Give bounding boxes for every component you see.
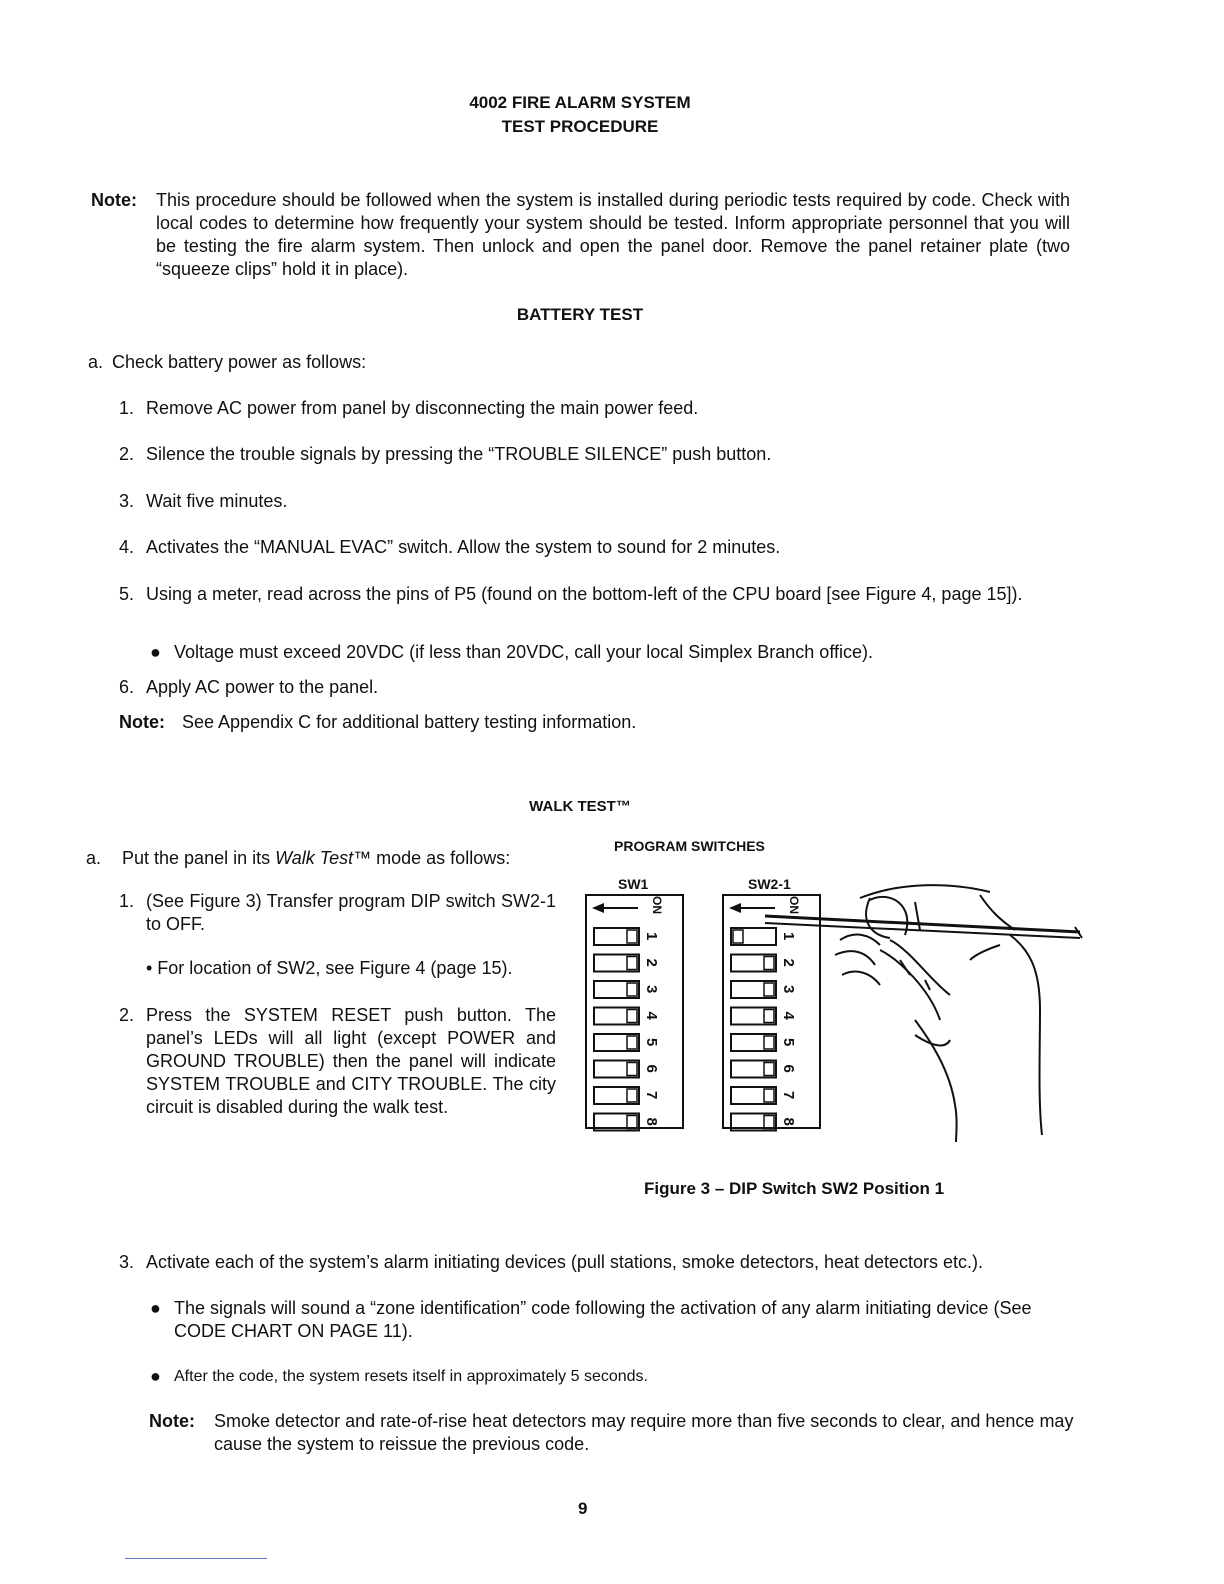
sw1-label: SW1 xyxy=(618,876,649,892)
walk-test-heading: WALK TEST™ xyxy=(529,798,631,815)
sw1-switches xyxy=(594,928,660,1131)
title-line-2: TEST PROCEDURE xyxy=(501,117,659,136)
sw2-switch-2-number: 2 xyxy=(780,958,797,967)
sw2-switch-1-actuator xyxy=(733,930,743,943)
sw1-switch-3-number: 3 xyxy=(643,985,660,994)
walk-step-1-text: (See Figure 3) Transfer program DIP switch SW2-1 to OFF. xyxy=(146,891,556,934)
sw1-switch-5-actuator xyxy=(627,1036,637,1049)
battery-step-2-num: 2. xyxy=(119,444,135,464)
walk-bullet-1-text: The signals will sound a “zone identification” code following the activation of any alarm initiating device (See CODE CHART ON PAGE 11). xyxy=(174,1298,1032,1341)
sw1-switch-2-number: 2 xyxy=(643,958,660,967)
sw2-on-text: ON xyxy=(787,896,801,914)
walk-note-text: Smoke detector and rate-of-rise heat detectors may require more than five seconds to clear, and hence may cause the system to reissue the previous code. xyxy=(214,1411,1074,1454)
walk-step-a-post: mode as follows: xyxy=(371,848,511,868)
sw1-switch-7-number: 7 xyxy=(643,1091,660,1100)
walk-step-1-sub: • For location of SW2, see Figure 4 (page 15). xyxy=(146,958,513,978)
walk-bullet-2-text: After the code, the system resets itself in approximately 5 seconds. xyxy=(174,1368,648,1385)
sw1-switch-3-actuator xyxy=(627,983,637,996)
sw2-switch-2-actuator xyxy=(764,957,774,970)
sw2-switch-8-number: 8 xyxy=(780,1117,797,1126)
sw2-switch-1-number: 1 xyxy=(780,932,797,941)
battery-note-text: See Appendix C for additional battery testing information. xyxy=(182,712,637,732)
figure-heading: PROGRAM SWITCHES xyxy=(614,838,765,854)
walk-step-a-pre: Put the panel in its xyxy=(122,848,276,868)
battery-note-label: Note: xyxy=(119,712,165,732)
battery-step-6-num: 6. xyxy=(119,677,135,697)
walk-test-mode-name: Walk Test™ xyxy=(275,848,372,868)
battery-step-1-num: 1. xyxy=(119,398,135,418)
page-number: 9 xyxy=(578,1499,588,1518)
walk-step-3-num: 3. xyxy=(119,1252,135,1272)
walk-bullet-1-dot: ● xyxy=(150,1298,161,1318)
sw2-switch-5-number: 5 xyxy=(780,1038,797,1047)
intro-note-label: Note: xyxy=(91,190,137,210)
battery-step-a-marker: a. xyxy=(88,352,104,372)
hand-pencil-illustration xyxy=(765,885,1082,1142)
dip-switch-figure xyxy=(570,880,1090,1150)
sw1-switch-8-actuator xyxy=(627,1116,637,1129)
sw1-switch-4-actuator xyxy=(627,1010,637,1023)
battery-step-2-text: Silence the trouble signals by pressing the “TROUBLE SILENCE” push button. xyxy=(146,444,772,464)
battery-step-1-text: Remove AC power from panel by disconnecting the main power feed. xyxy=(146,398,699,418)
battery-bullet-dot: ● xyxy=(150,642,161,662)
battery-bullet-text: Voltage must exceed 20VDC (if less than 20VDC, call your local Simplex Branch office). xyxy=(174,642,873,662)
walk-note-label: Note: xyxy=(149,1411,195,1431)
battery-step-3-text: Wait five minutes. xyxy=(146,491,288,511)
battery-step-5-text: Using a meter, read across the pins of P5 (found on the bottom-left of the CPU board [see Figure 4, page 15]). xyxy=(146,584,1023,604)
sw2-switch-8-actuator xyxy=(764,1116,774,1129)
battery-step-4-text: Activates the “MANUAL EVAC” switch. Allow the system to sound for 2 minutes. xyxy=(146,537,781,557)
sw1-switch-1-number: 1 xyxy=(643,932,660,941)
sw1-switch-7-actuator xyxy=(627,1089,637,1102)
sw2-switch-7-actuator xyxy=(764,1089,774,1102)
walk-step-3-text: Activate each of the system’s alarm initiating devices (pull stations, smoke detectors, heat detectors etc.). xyxy=(146,1252,984,1272)
walk-step-2-num: 2. xyxy=(119,1005,135,1025)
walk-bullet-2-dot: ● xyxy=(150,1366,161,1386)
sw1-switch-4-number: 4 xyxy=(643,1011,660,1020)
sw1-switch-6-number: 6 xyxy=(643,1064,660,1073)
title-line-1: 4002 FIRE ALARM SYSTEM xyxy=(469,93,691,112)
sw1-switch-8-number: 8 xyxy=(643,1117,660,1126)
sw2-switches xyxy=(731,928,797,1131)
sw2-switch-4-actuator xyxy=(764,1010,774,1023)
sw1-switch-5-number: 5 xyxy=(643,1038,660,1047)
sw1-switch-6-actuator xyxy=(627,1063,637,1076)
walk-step-2-text: Press the SYSTEM RESET push button. The panel’s LEDs will all light (except POWER and GROUND TROUBLE) then the panel will indicate SYSTEM TROUBLE and CITY TROUBLE. The city circuit is disabled during the walk test. xyxy=(146,1005,556,1117)
sw1-on-arrow xyxy=(592,903,638,913)
sw2-switch-7-number: 7 xyxy=(780,1091,797,1100)
battery-step-5-num: 5. xyxy=(119,584,135,604)
sw2-switch-5-actuator xyxy=(764,1036,774,1049)
battery-step-4-num: 4. xyxy=(119,537,135,557)
sw2-switch-6-actuator xyxy=(764,1063,774,1076)
sw1-on-text: ON xyxy=(650,896,664,914)
intro-note-text: This procedure should be followed when the system is installed during periodic tests required by code. Check with local codes to determine how frequently your system should be tested. Inform appropriate personnel that you will be testing the fire alarm system. Then unlock and open the panel door. Remove the panel retainer plate (two “squeeze clips” hold it in place). xyxy=(156,190,1070,279)
sw2-label: SW2-1 xyxy=(748,876,791,892)
sw2-switch-6-number: 6 xyxy=(780,1064,797,1073)
walk-step-a-text xyxy=(122,847,510,870)
sw2-switch-3-actuator xyxy=(764,983,774,996)
sw2-switch-4-number: 4 xyxy=(780,1011,797,1020)
walk-step-a-marker: a. xyxy=(86,848,102,868)
footer-rule xyxy=(125,1558,267,1559)
battery-step-a-text: Check battery power as follows: xyxy=(112,352,367,372)
figure-caption: Figure 3 – DIP Switch SW2 Position 1 xyxy=(644,1179,945,1198)
sw2-on-arrow xyxy=(729,903,775,913)
battery-step-3-num: 3. xyxy=(119,491,135,511)
sw1-switch-2-actuator xyxy=(627,957,637,970)
sw1-switch-1-actuator xyxy=(627,930,637,943)
battery-step-6-text: Apply AC power to the panel. xyxy=(146,677,379,697)
walk-step-1-num: 1. xyxy=(119,891,135,911)
sw2-switch-3-number: 3 xyxy=(780,985,797,994)
battery-test-heading: BATTERY TEST xyxy=(516,305,644,324)
